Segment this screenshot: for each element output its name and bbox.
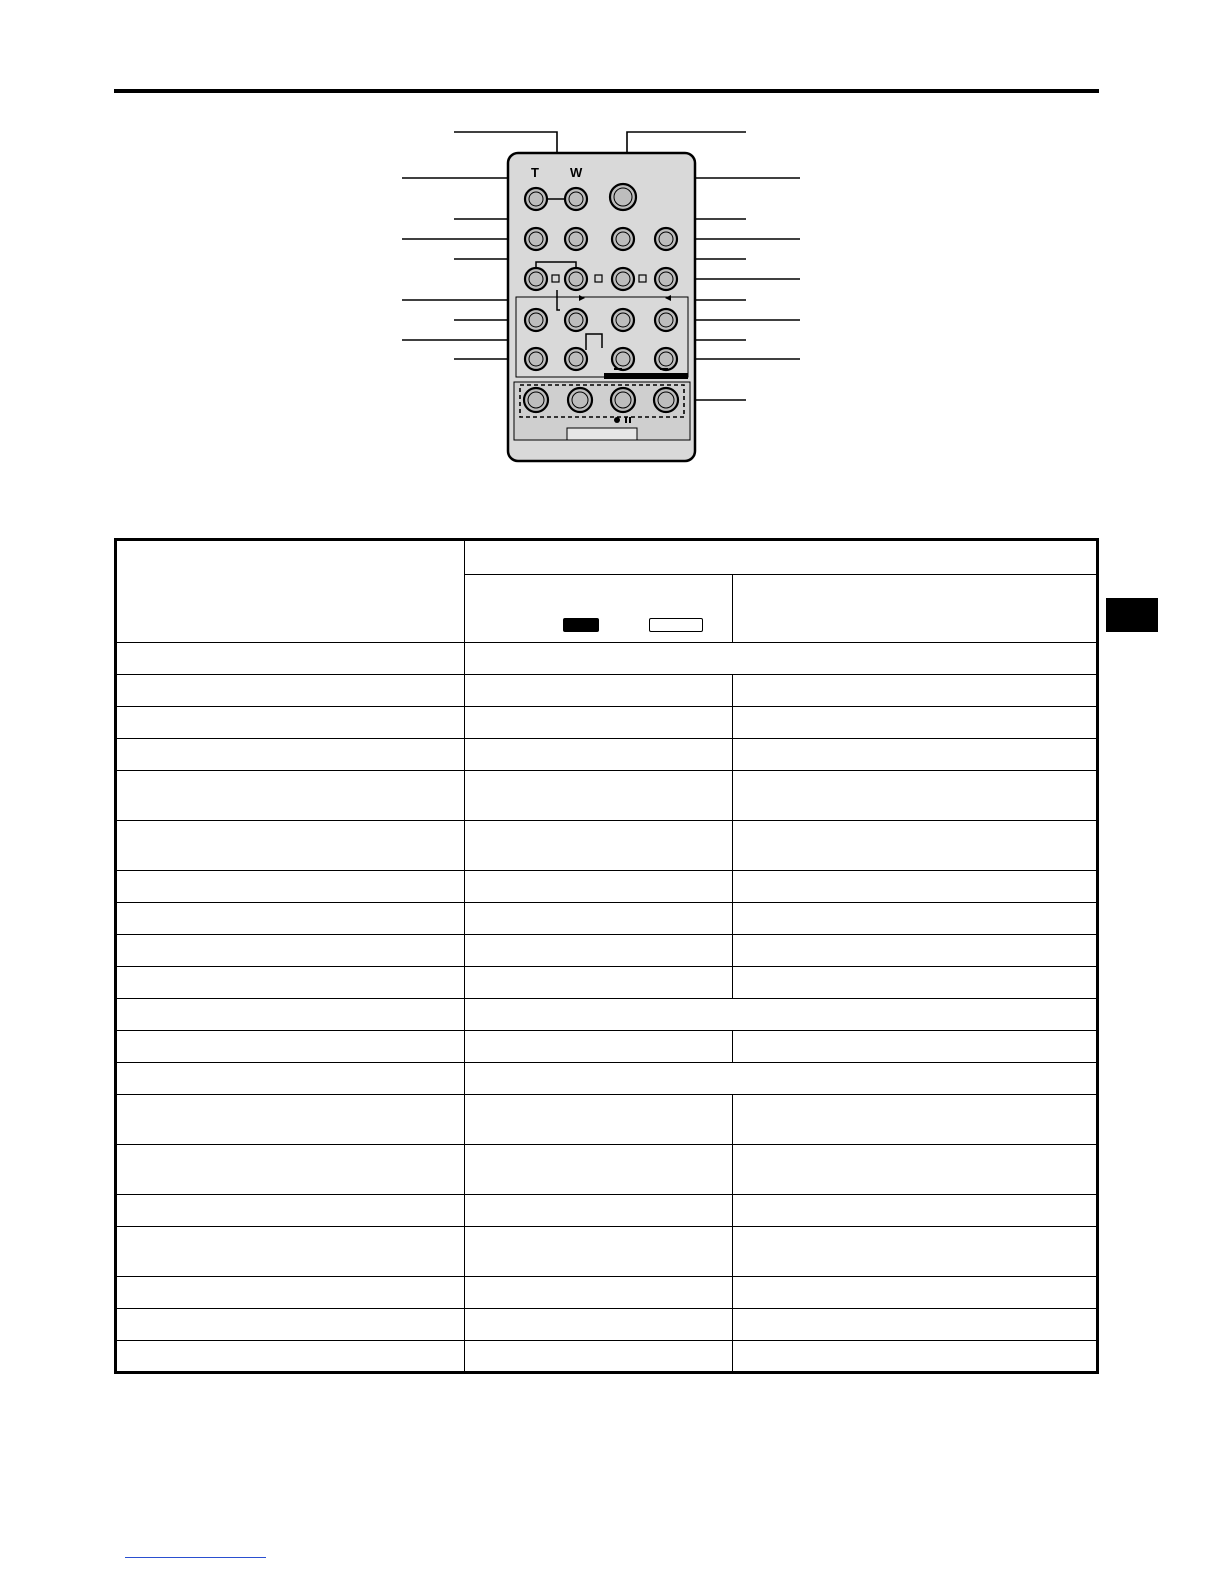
- function-cell: [465, 999, 1098, 1031]
- remote-button-r3c4: [655, 268, 677, 290]
- feature-cell: [116, 675, 465, 707]
- mode-b-cell: [733, 967, 1098, 999]
- mode-b-cell: [733, 1195, 1098, 1227]
- mode-a-cell: [465, 771, 733, 821]
- header-mode-a-cell: [465, 575, 733, 643]
- zoom-w-button: [565, 188, 587, 210]
- remote-button-r5c4: [655, 348, 677, 370]
- remote-battery-door: [567, 428, 637, 440]
- table-row: [116, 771, 1098, 821]
- mode-b-cell: [733, 1309, 1098, 1341]
- mode-b-cell: [733, 871, 1098, 903]
- table-row: [116, 935, 1098, 967]
- feature-cell: [116, 871, 465, 903]
- mode-a-cell: [465, 1145, 733, 1195]
- feature-cell: [116, 967, 465, 999]
- remote-button-r4c2: [565, 309, 587, 331]
- remote-button-r2c3: [612, 228, 634, 250]
- remote-button-r5c2: [565, 348, 587, 370]
- table-row: [116, 675, 1098, 707]
- header-feature-cell: [116, 540, 465, 643]
- section-tab-marker: [1106, 598, 1158, 632]
- function-cell: [465, 643, 1098, 675]
- table-row: [116, 643, 1098, 675]
- mode-a-cell: [465, 967, 733, 999]
- table-row: [116, 739, 1098, 771]
- feature-cell: [116, 999, 465, 1031]
- mode-a-cell: [465, 1195, 733, 1227]
- table-row: [116, 1095, 1098, 1145]
- mode-a-cell: [465, 707, 733, 739]
- remote-button-r5c3: [612, 348, 634, 370]
- top-rule: [114, 89, 1099, 93]
- feature-cell: [116, 739, 465, 771]
- table-row: [116, 871, 1098, 903]
- mode-b-cell: [733, 935, 1098, 967]
- mode-b-cell: [733, 1227, 1098, 1277]
- table-row: [116, 1227, 1098, 1277]
- mode-b-cell: [733, 771, 1098, 821]
- feature-cell: [116, 707, 465, 739]
- header-mode-b-cell: [733, 575, 1098, 643]
- zoom-t-label: T: [531, 165, 539, 180]
- mode-a-cell: [465, 821, 733, 871]
- mode-b-cell: [733, 1341, 1098, 1373]
- feature-cell: [116, 1031, 465, 1063]
- remote-button-r2c1: [525, 228, 547, 250]
- feature-cell: [116, 1309, 465, 1341]
- mode-a-cell: [465, 1095, 733, 1145]
- remote-control-illustration: [390, 120, 810, 470]
- feature-cell: [116, 1195, 465, 1227]
- remote-black-bar: [604, 373, 688, 379]
- mode-indicator-filled: [563, 618, 599, 632]
- mode-b-cell: [733, 707, 1098, 739]
- feature-cell: [116, 935, 465, 967]
- table-row: [116, 1277, 1098, 1309]
- function-table: [114, 538, 1099, 1374]
- mode-a-cell: [465, 675, 733, 707]
- feature-cell: [116, 771, 465, 821]
- function-cell: [465, 1063, 1098, 1095]
- remote-button-r2c4: [655, 228, 677, 250]
- remote-button-r5c1: [525, 348, 547, 370]
- mode-a-cell: [465, 903, 733, 935]
- table-row: [116, 1309, 1098, 1341]
- feature-cell: [116, 1227, 465, 1277]
- mode-indicator-outline: [649, 618, 703, 632]
- mode-b-cell: [733, 739, 1098, 771]
- table-row: [116, 903, 1098, 935]
- table-row: [116, 1145, 1098, 1195]
- feature-cell: [116, 1095, 465, 1145]
- table-row: [116, 1195, 1098, 1227]
- feature-cell: [116, 643, 465, 675]
- mode-b-cell: [733, 1145, 1098, 1195]
- feature-cell: [116, 1341, 465, 1373]
- mode-b-cell: [733, 1031, 1098, 1063]
- zoom-w-label: W: [570, 165, 583, 180]
- mode-a-cell: [465, 739, 733, 771]
- feature-cell: [116, 903, 465, 935]
- remote-button-r4c3: [612, 309, 634, 331]
- table-row: [116, 821, 1098, 871]
- table-row: [116, 967, 1098, 999]
- remote-button-r3c1: [525, 268, 547, 290]
- mode-a-cell: [465, 1227, 733, 1277]
- table-row: [116, 1063, 1098, 1095]
- header-function-cell: [465, 540, 1098, 575]
- mode-a-cell: [465, 1031, 733, 1063]
- remote-button-r3c2: [565, 268, 587, 290]
- table-row: [116, 1341, 1098, 1373]
- mode-a-cell: [465, 1309, 733, 1341]
- mode-b-cell: [733, 1277, 1098, 1309]
- footer-link-underline: [125, 1557, 266, 1558]
- remote-button-r2c2: [565, 228, 587, 250]
- mode-b-cell: [733, 821, 1098, 871]
- mode-a-cell: [465, 1341, 733, 1373]
- mode-b-cell: [733, 903, 1098, 935]
- feature-cell: [116, 821, 465, 871]
- remote-button-r4c4: [655, 309, 677, 331]
- remote-button-r4c1: [525, 309, 547, 331]
- mode-b-cell: [733, 675, 1098, 707]
- mode-a-cell: [465, 935, 733, 967]
- mode-b-cell: [733, 1095, 1098, 1145]
- remote-button-r3c3: [612, 268, 634, 290]
- feature-cell: [116, 1145, 465, 1195]
- mode-a-cell: [465, 1277, 733, 1309]
- table-row: [116, 999, 1098, 1031]
- feature-cell: [116, 1063, 465, 1095]
- table-row: [116, 1031, 1098, 1063]
- mode-a-cell: [465, 871, 733, 903]
- feature-cell: [116, 1277, 465, 1309]
- zoom-t-button: [525, 188, 547, 210]
- table-row: [116, 707, 1098, 739]
